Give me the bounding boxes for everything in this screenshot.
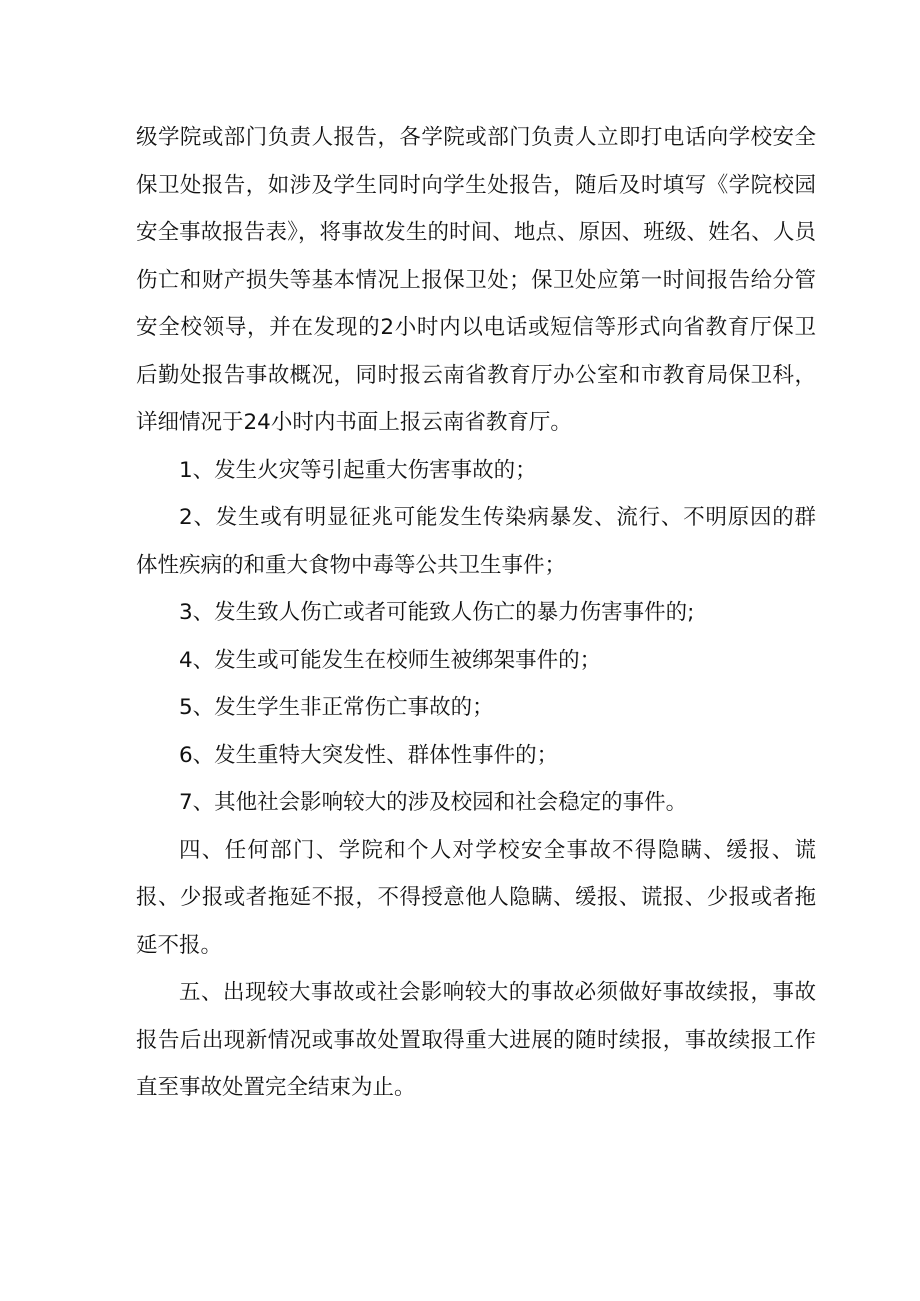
document-body <box>136 114 816 1112</box>
paragraph-report-procedure: 级学院或部门负责人报告，各学院或部门负责人立即打电话向学校安全保卫处报告，如涉及学生同时向学生处报告，随后及时填写《学院校园安全事故报告表》，将事故发生的时间、地点、原因、班级、姓名、人员伤亡和财产损失等基本情况上报保卫处；保卫处应第一时间报告给分管安全校领导，并在发现的2小时内以电话或短信等形式向省教育厅保卫后勤处报告事故概况，同时报云南省教育厅办公室和市教育局保卫科，详细情况于24小时内书面上报云南省教育厅。 <box>136 125 816 435</box>
section-four-paragraph: 四、任何部门、学院和个人对学校安全事故不得隐瞒、缓报、谎报、少报或者拖延不报，不得授意他人隐瞒、缓报、谎报、少报或者拖延不报。 <box>136 837 816 958</box>
list-item-5: 5、发生学生非正常伤亡事故的； <box>179 695 494 720</box>
list-item-2: 2、发生或有明显征兆可能发生传染病暴发、流行、不明原因的群体性疾病的和重大食物中毒等公共卫生事件； <box>136 505 816 578</box>
section-five-paragraph: 五、出现较大事故或社会影响较大的事故必须做好事故续报，事故报告后出现新情况或事故处置取得重大进展的随时续报，事故续报工作直至事故处置完全结束为止。 <box>136 980 816 1100</box>
list-item-6: 6、发生重特大突发性、群体性事件的； <box>179 742 559 768</box>
list-item-4: 4、发生或可能发生在校师生被绑架事件的； <box>179 647 602 673</box>
list-item-3: 3、发生致人伤亡或者可能致人伤亡的暴力伤害事件的; <box>179 600 695 625</box>
list-item-7: 7、其他社会影响较大的涉及校园和社会稳定的事件。 <box>179 790 688 815</box>
list-item-1: 1、发生火灾等引起重大伤害事故的； <box>179 457 537 483</box>
